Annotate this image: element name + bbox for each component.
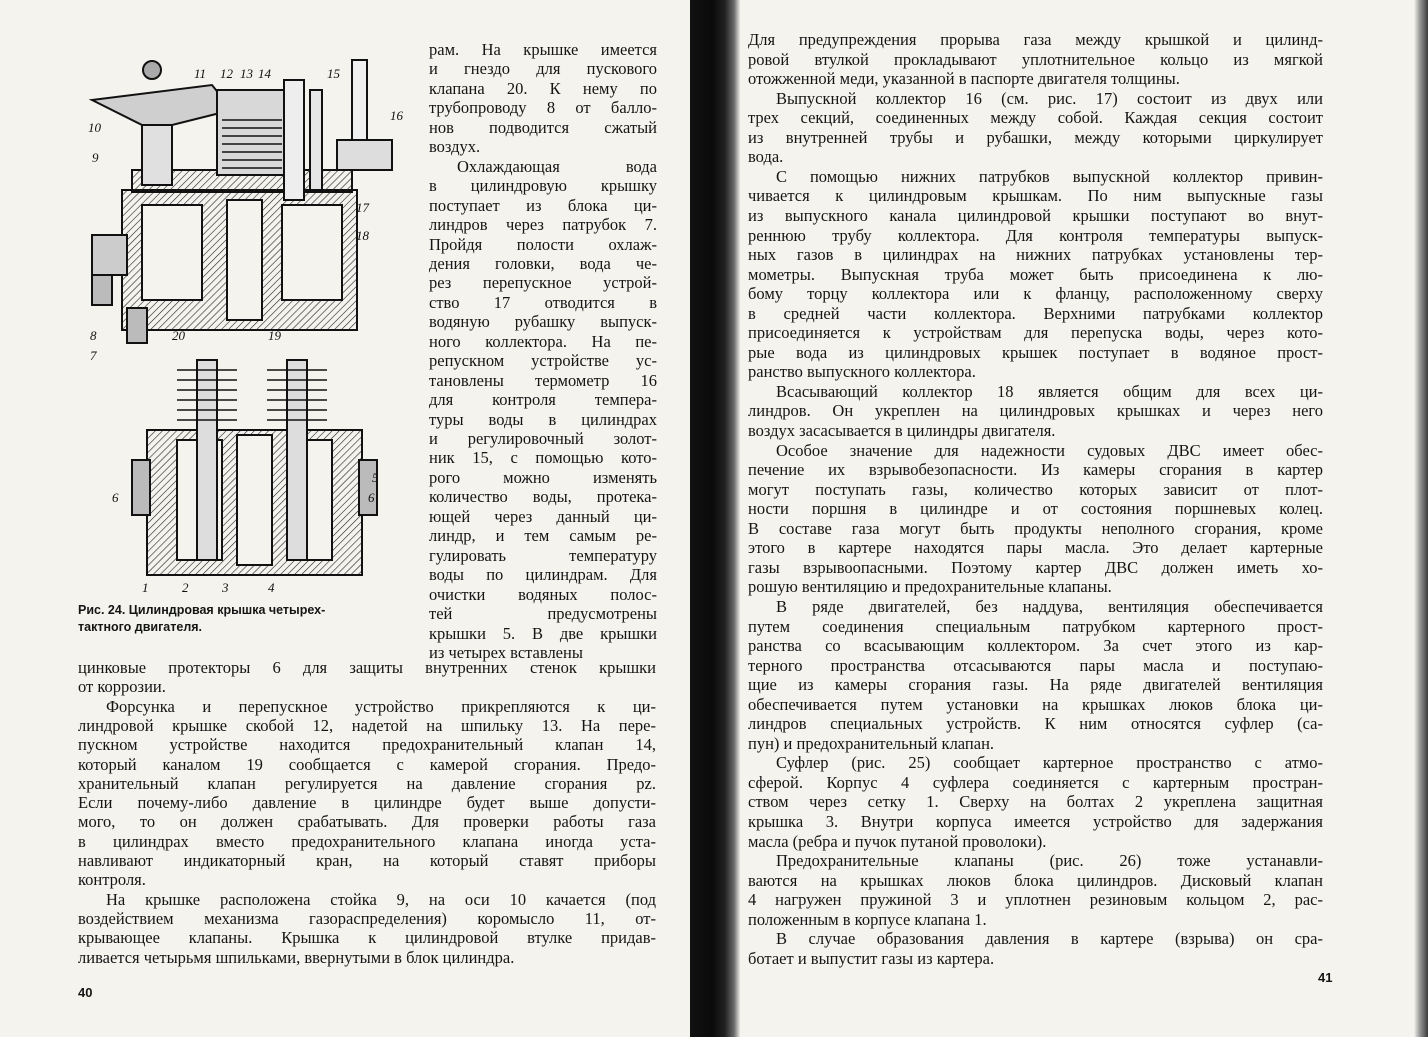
text-line: пускном устройстве находится предохранительный клапан 14, bbox=[78, 735, 656, 755]
text-line: рез перепускное устрой- bbox=[429, 273, 657, 293]
text-line: Всасывающий коллектор 18 является общим для всех ци- bbox=[776, 381, 1323, 401]
text-line: Для предупреждения прорыва газа между крышкой и цилинд- bbox=[748, 30, 1323, 49]
text-line: ранства со всасывающим коллектором. За счет этого из кар- bbox=[748, 636, 1323, 656]
text-line: линдровой крышке скобой 12, надетой на шпильку 13. На пере- bbox=[78, 715, 656, 735]
text-line: чивается к цилиндровым крышкам. По ним выпускные газы bbox=[748, 186, 1323, 206]
fig-label-18: 18 bbox=[356, 228, 369, 243]
text-line: крывающее клапаны. Крышка к цилиндровой втулке придав- bbox=[78, 928, 656, 948]
top-section-view bbox=[92, 60, 392, 343]
text-line: Суфлер (рис. 25) сообщает картерное пространство с атмо- bbox=[776, 753, 1323, 773]
text-line: крышки 5. В две крышки bbox=[429, 623, 657, 643]
text-line: терного пространства отсасываются пары масла и поступаю- bbox=[748, 655, 1323, 675]
figure-caption-line-2: тактного двигателя. bbox=[78, 620, 203, 634]
text-line: печение их взрывобезопасности. Из камеры сгорания в картер bbox=[748, 460, 1323, 480]
cylinder-head-drawing bbox=[72, 40, 422, 610]
text-line: обеспечивается путем установки на крышках люков блока ци- bbox=[748, 694, 1323, 714]
text-line: воздух. bbox=[429, 137, 481, 157]
fig-label-4: 4 bbox=[268, 580, 275, 595]
text-line: реннюю трубу коллектора. Для контроля температуры выпуск- bbox=[748, 225, 1323, 245]
fig-label-14: 14 bbox=[258, 66, 271, 81]
text-line: от коррозии. bbox=[78, 677, 166, 697]
text-line: присоединяется к устройствам для перепуска воды, через кото- bbox=[748, 323, 1323, 343]
text-line: который каналом 19 сообщается с камерой сгорания. Предо- bbox=[78, 754, 656, 774]
text-line: мого, то он должен срабатывать. Для проверки работы газа bbox=[78, 812, 656, 832]
fig-label-9: 9 bbox=[92, 150, 99, 165]
text-line: из выпускного канала цилиндровой крышки поступают во внут- bbox=[748, 205, 1323, 225]
text-line: из четырех вставлены bbox=[429, 642, 583, 662]
text-line: в цилиндровую крышку bbox=[429, 176, 657, 196]
page-number-left: 40 bbox=[78, 985, 93, 1000]
text-line: трех секций, соединенных между собой. Каждая секция состоит bbox=[748, 108, 1323, 128]
text-line: тей предусмотрены bbox=[429, 604, 657, 624]
text-line: рого можно изменять bbox=[429, 467, 657, 487]
text-line: тановлены термометр 16 bbox=[429, 370, 657, 390]
figure-caption-line-1: Рис. 24. Цилиндровая крышка четырех- bbox=[78, 603, 326, 617]
fig-label-3: 3 bbox=[222, 580, 229, 595]
fig-label-12: 12 bbox=[220, 66, 233, 81]
fig-label-16: 16 bbox=[390, 108, 403, 123]
text-line: путем соединения специальным патрубком картерного прост- bbox=[748, 616, 1323, 636]
text-line: линдров через патрубок 7. bbox=[429, 215, 657, 235]
text-line: Выпускной коллектор 16 (см. рис. 17) состоит из двух или bbox=[776, 88, 1323, 108]
text-line: цинковые протекторы 6 для защиты внутренних стенок крышки bbox=[78, 658, 656, 677]
text-line: щие из камеры сгорания газы. На ряде двигателей вентиляция bbox=[748, 675, 1323, 695]
text-line: ство 17 отводится в bbox=[429, 292, 657, 312]
text-line: ющей через данный ци- bbox=[429, 506, 657, 526]
text-line: положенным в корпусе клапана 1. bbox=[748, 909, 987, 929]
text-line: воды по цилиндрам. Для bbox=[429, 565, 657, 585]
text-line: Если почему-либо давление в цилиндре будет выше допусти- bbox=[78, 793, 656, 813]
text-line: Форсунка и перепускное устройство прикрепляются к ци- bbox=[106, 696, 656, 716]
fig-label-7: 7 bbox=[90, 348, 97, 363]
text-line: линдров. Он укреплен на цилиндровых крышках и через него bbox=[748, 401, 1323, 421]
text-line: могут поступать газы, количество которых зависит от плот- bbox=[748, 479, 1323, 499]
text-line: ных газов в цилиндрах на нижних патрубках установлены тер- bbox=[748, 245, 1323, 265]
text-line: На крышке расположена стойка 9, на оси 10 качается (под bbox=[106, 889, 656, 909]
text-line: ности поршня в цилиндре и от состояния поршневых колец. bbox=[748, 499, 1323, 519]
book-gutter bbox=[690, 0, 740, 1037]
text-line: из внутренней трубы и рубашки, между которыми циркулирует bbox=[748, 127, 1323, 147]
text-line: линдр, и тем самым ре- bbox=[429, 526, 657, 546]
fig-label-5: 5 bbox=[372, 470, 379, 485]
text-line: ного коллектора. На пе- bbox=[429, 331, 657, 351]
text-line: и регулировочный золот- bbox=[429, 429, 657, 448]
text-line: пун) и предохранительный клапан. bbox=[748, 733, 995, 753]
fig-label-1: 1 bbox=[142, 580, 149, 595]
text-line: нов подводится сжатый bbox=[429, 117, 657, 137]
text-line: ством через сетку 1. Сверху на болтах 2 укреплена защитная bbox=[748, 792, 1323, 812]
text-line: количество воды, протека- bbox=[429, 487, 657, 507]
text-line: ботает и выпустит газы из картера. bbox=[748, 948, 995, 968]
text-line: воздух засасывается в цилиндры двигателя. bbox=[748, 421, 1056, 440]
text-line: вода. bbox=[748, 147, 784, 167]
text-line: Охлаждающая вода bbox=[457, 156, 657, 176]
text-line: С помощью нижних патрубков выпускной коллектор привин- bbox=[776, 166, 1323, 186]
fig-label-6-right: 6 bbox=[368, 490, 375, 505]
text-line: репускном устройстве ус- bbox=[429, 351, 657, 371]
text-line: отожженной меди, указанной в паспорте двигателя толщины. bbox=[748, 69, 1180, 89]
text-line: Пройдя полости охлаж- bbox=[429, 234, 657, 254]
text-line: В случае образования давления в картере (взрыва) он сра- bbox=[776, 929, 1323, 949]
bottom-section-view bbox=[132, 360, 377, 575]
text-line: ливается четырьмя шпильками, ввернутыми в блок цилиндра. bbox=[78, 947, 515, 967]
text-line: рошую вентиляцию и предохранительные клапаны. bbox=[748, 577, 1112, 597]
text-line: и гнездо для пускового bbox=[429, 59, 657, 79]
text-line: В составе газа могут быть продукты неполного сгорания, кроме bbox=[748, 518, 1323, 538]
text-line: мометры. Выпускная труба может быть присоединена к лю- bbox=[748, 264, 1323, 284]
text-line: дения головки, вода че- bbox=[429, 253, 657, 273]
text-line: воздействием механизма газораспределения) коромысло 11, от- bbox=[78, 908, 656, 928]
text-line: ник 15, с помощью кото- bbox=[429, 448, 657, 468]
text-line: рам. На крышке имеется bbox=[429, 40, 657, 59]
fig-label-13: 13 bbox=[240, 66, 253, 81]
fig-label-20: 20 bbox=[172, 328, 185, 343]
text-line: в средней части коллектора. Верхними патрубками коллектор bbox=[748, 303, 1323, 323]
figure-cylinder-head bbox=[72, 40, 422, 610]
text-line: сферой. Корпус 4 суфлера соединяется с картерным простран- bbox=[748, 772, 1323, 792]
text-line: этого в картере находятся пары масла. Это делает картерные bbox=[748, 538, 1323, 558]
text-line: хранительный клапан регулируется на давление сгорания pz. bbox=[78, 773, 656, 793]
text-line: для контроля темпера- bbox=[429, 390, 657, 410]
text-line: в цилиндрах вместо предохранительного клапана иногда уста- bbox=[78, 831, 656, 851]
fig-label-17: 17 bbox=[356, 200, 369, 215]
text-line: ваются на крышках люков блока цилиндров. Дисковый клапан bbox=[748, 870, 1323, 890]
text-line: ранство выпускного коллектора. bbox=[748, 362, 976, 382]
text-line: 4 нагружен пружиной 3 и уплотнен резиновым кольцом 2, рас- bbox=[748, 890, 1323, 910]
text-line: гулировать температуру bbox=[429, 545, 657, 565]
text-line: контроля. bbox=[78, 870, 146, 890]
text-line: навливают индикаторный кран, на который ставят приборы bbox=[78, 851, 656, 870]
text-line: туры воды в цилиндрах bbox=[429, 409, 657, 429]
fig-label-6-left: 6 bbox=[112, 490, 119, 505]
text-line: линдров специальных устройств. К ним относятся суфлер (са- bbox=[748, 714, 1323, 734]
text-line: газы взрывоопасными. Поэтому картер ДВС должен иметь хо- bbox=[748, 557, 1323, 577]
text-line: В ряде двигателей, без наддува, вентиляция обеспечивается bbox=[776, 596, 1323, 616]
text-line: Предохранительные клапаны (рис. 26) тоже устанавли- bbox=[776, 851, 1323, 871]
page-number-right: 41 bbox=[1318, 970, 1333, 985]
fig-label-15: 15 bbox=[327, 66, 340, 81]
fig-label-10: 10 bbox=[88, 120, 101, 135]
fig-label-2: 2 bbox=[182, 580, 189, 595]
text-line: водяную рубашку выпуск- bbox=[429, 312, 657, 332]
text-line: крышка 3. Внутри корпуса имеется устройство для задержания bbox=[748, 812, 1323, 831]
text-line: клапана 20. К нему по bbox=[429, 78, 657, 98]
text-line: трубопроводу 8 от балло- bbox=[429, 98, 657, 118]
text-line: масла (ребра и пучок путаной проволоки). bbox=[748, 831, 1047, 851]
fig-label-19: 19 bbox=[268, 328, 281, 343]
fig-label-11: 11 bbox=[194, 66, 207, 81]
fig-label-8: 8 bbox=[90, 328, 97, 343]
text-line: ровой втулкой прокладывают уплотнительное кольцо из мягкой bbox=[748, 49, 1323, 69]
text-line: поступает из блока ци- bbox=[429, 195, 657, 215]
text-line: рые вода из цилиндровых крышек поступает в водяное прост- bbox=[748, 342, 1323, 362]
text-line: очистки водяных полос- bbox=[429, 584, 657, 604]
text-line: Особое значение для надежности судовых ДВС имеет обес- bbox=[776, 440, 1323, 460]
text-line: бому торцу коллектора или к фланцу, расположенному сверху bbox=[748, 284, 1323, 304]
page-edge-shadow bbox=[1414, 0, 1428, 1037]
